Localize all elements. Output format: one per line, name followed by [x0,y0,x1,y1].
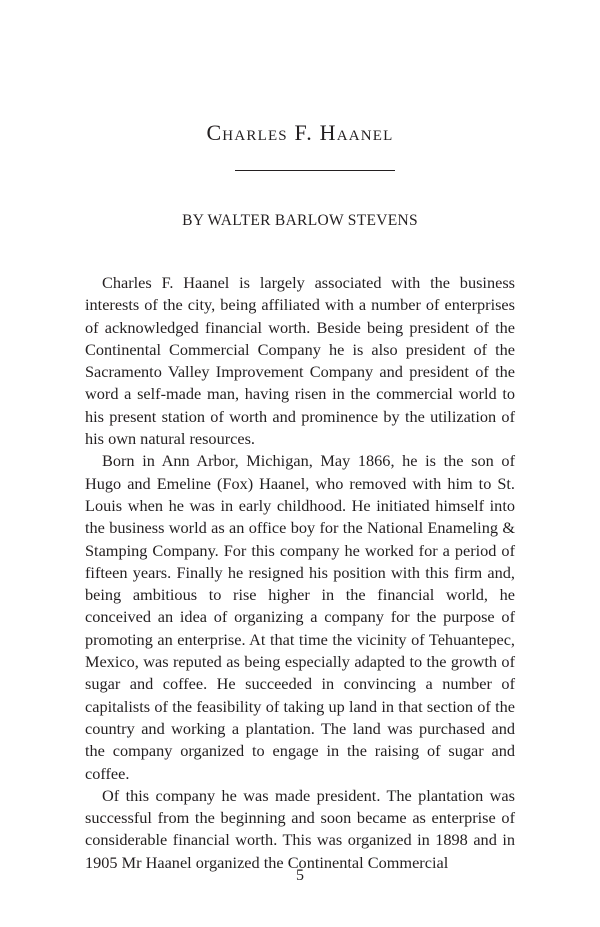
chapter-title: Charles F. Haanel [206,120,394,145]
body-text [85,272,515,874]
paragraph: Of this company he was made president. The plantation was successful from the beginning and soon became as enterprise of considerable financial worth. This was organized in 1898 and in 1905 Mr Haanel organized the Continental Commercial [85,785,515,872]
paragraph: Charles F. Haanel is largely associated with the business interests of the city, being affiliated with a number of enterprises of acknowledged financial worth. Beside being president of the Continental Commercial Company he is also president of the Sacramento Valley Improvement Company and president of the word a self-made man, having risen in the commercial world to his present station of worth and prominence by the utilization of his own natural resources. [85,273,515,449]
author-byline: BY WALTER BARLOW STEVENS [182,212,418,229]
paragraph: Born in Ann Arbor, Michigan, May 1866, he is the son of Hugo and Emeline (Fox) Haanel, who removed with him to St. Louis when he was in early childhood. He initiated himself into the business world as an office boy for the National Enameling & Stamping Company. For this company he worked for a period of fifteen years. Finally he resigned his position with this firm and, being ambitious to rise higher in the financial world, he conceived an idea of organizing a company for the purpose of promoting an enterprise. At that time the vicinity of Tehuantepec, Mexico, was reputed as being especially adapted to the growth of sugar and coffee. He succeeded in convincing a number of capitalists of the feasibility of taking up land in that section of the country and working a plantation. The land was purchased and the company organized to engage in the raising of sugar and coffee. [85,451,515,783]
title-divider [235,170,395,171]
page-number: 5 [296,867,304,884]
